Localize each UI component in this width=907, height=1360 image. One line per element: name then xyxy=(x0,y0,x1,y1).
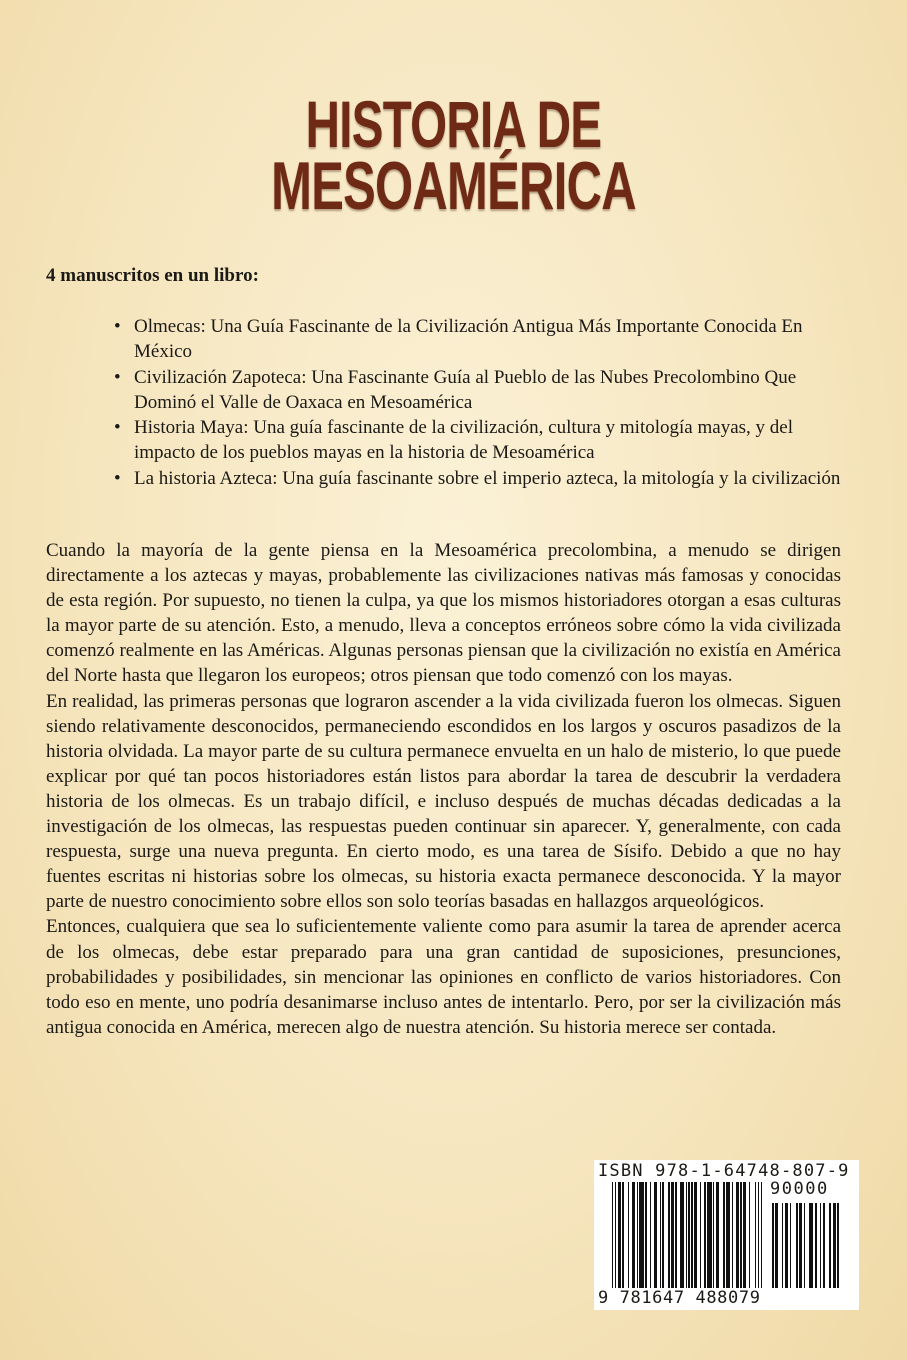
paragraph: Cuando la mayoría de la gente piensa en la Mesoamérica precolombina, a menudo se dirigen directamente a los aztecas y mayas, probablemente las civilizaciones nativas más famosas y conocidas de esta región. Por supuesto, no tienen la culpa, ya que los mismos historiadores otorgan a esas culturas la mayor parte de su atención. Esto, a menudo, lleva a conceptos erróneos sobre cómo la vida civilizada comenzó realmente en las Américas. Algunas personas piensan que la civilización no existía en América del Norte hasta que llegaron los europeos; otros piensan que todo comenzó con los mayas. xyxy=(46,540,841,687)
list-item: • Olmecas: Una Guía Fascinante de la Civilización Antigua Más Importante Conocida En México xyxy=(112,314,857,365)
barcode-addon-bars xyxy=(772,1203,852,1288)
barcode-addon-digits: 90000 xyxy=(770,1179,829,1199)
description xyxy=(46,538,841,1040)
paragraph: En realidad, las primeras personas que lograron ascender a la vida civilizada fueron los olmecas. Siguen siendo relativamente desconocidos, permaneciendo escondidos en los largos y oscuros pasadizos de la historia olvidada. La mayor parte de su cultura permanece envuelta en un halo de misterio, lo que puede explicar por qué tan pocos historiadores están listos para abordar la tarea de descubrir la verdadera historia de los olmecas. Es un trabajo difícil, e incluso después de muchas décadas dedicadas a la investigación de los olmecas, las respuestas pueden continuar sin aparecer. Y, generalmente, con cada respuesta, surge una nueva pregunta. En cierto modo, es una tarea de Sísifo. Debido a que no hay fuentes escritas ni historias sobre los olmecas, su historia exacta permanece desconocida. Y la mayor parte de nuestro conocimiento sobre ellos son solo teorías basadas en hallazgos arqueológicos. xyxy=(46,690,841,913)
barcode xyxy=(594,1160,859,1310)
barcode-bar xyxy=(761,1182,762,1288)
list-item: • Historia Maya: Una guía fascinante de la civilización, cultura y mitología mayas, y del impacto de los pueblos mayas en la historia de Mesoamérica xyxy=(112,415,857,466)
list-item: • Civilización Zapoteca: Una Fascinante Guía al Pueblo de las Nubes Precolombino Que Dominó el Valle de Oaxaca en Mesoamérica xyxy=(112,365,857,416)
list-item: • La historia Azteca: Una guía fascinante sobre el imperio azteca, la mitología y la civilización xyxy=(112,466,857,491)
title-line-2: MESOAMÉRICA xyxy=(271,148,636,224)
isbn-label: ISBN 978-1-64748-807-9 xyxy=(598,1161,850,1181)
paragraph: Entonces, cualquiera que sea lo suficientemente valiente como para asumir la tarea de aprender acerca de los olmecas, debe estar preparado para una gran cantidad de suposiciones, presunciones, probabilidades y posibilidades, sin mencionar las opiniones en conflicto de varios historiadores. Con todo eso en mente, uno podría desanimarse incluso antes de intentarlo. Pero, por ser la civilización más antigua conocida en América, merecen algo de nuestra atención. Su historia merece ser contada. xyxy=(46,916,841,1038)
manuscript-list xyxy=(112,314,857,491)
barcode-ean-digits: 9 781647 488079 xyxy=(598,1288,761,1308)
barcode-bars xyxy=(612,1182,764,1288)
barcode-bar xyxy=(837,1203,839,1288)
title-line-1: HISTORIA DE xyxy=(305,87,602,161)
intro-heading: 4 manuscritos en un libro: xyxy=(46,265,259,286)
